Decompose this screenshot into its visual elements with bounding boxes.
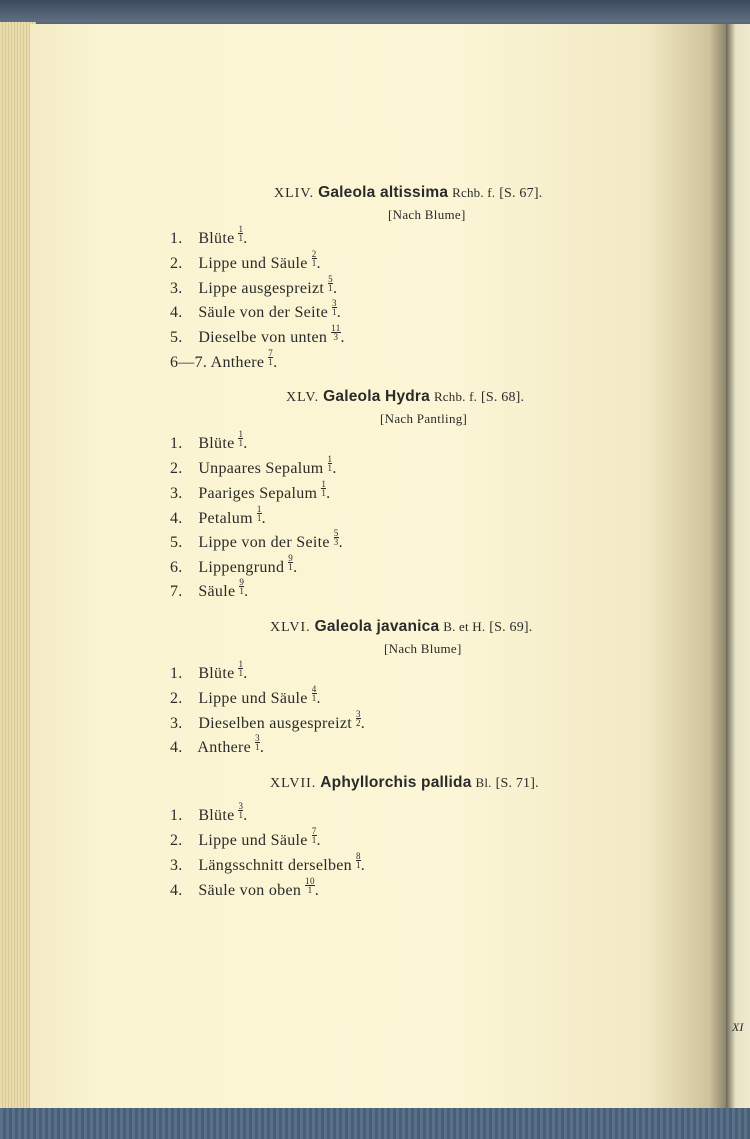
- plate-number: XLIV.: [274, 186, 315, 201]
- figure-item: 5. Dieselbe von unten $\frac{11}{3}$ .: [170, 323, 345, 346]
- illustration-source: [Nach Blume]: [384, 641, 462, 656]
- species-authority: Rchb. f.: [452, 185, 496, 200]
- figure-item: 6. Lippengrund $\frac{9}{1}$ .: [170, 553, 298, 576]
- plate-title: [286, 388, 524, 406]
- plate-title: [270, 618, 532, 636]
- figure-item: 3. Lippe ausgespreizt $\frac{5}{1}$ .: [170, 274, 338, 297]
- species-authority: Bl.: [475, 775, 492, 790]
- plate-number: XLV.: [286, 390, 320, 405]
- figure-item: 4. Anthere $\frac{3}{1}$ .: [170, 733, 265, 756]
- figure-item: 6—7. Anthere $\frac{7}{1}$ .: [170, 348, 278, 371]
- species-name: Galeola Hydra: [323, 388, 430, 405]
- page-reference: [S. 67].: [499, 186, 543, 201]
- illustration-source: [Nach Blume]: [388, 207, 466, 222]
- book-binding-bottom: [0, 1108, 750, 1139]
- book-page: [30, 24, 730, 1108]
- figure-item: 3. Längsschnitt derselben $\frac{8}{1}$ .: [170, 851, 366, 874]
- figure-item: 2. Lippe und Säule $\frac{7}{1}$ .: [170, 826, 321, 849]
- figure-item: 1. Blüte $\frac{3}{1}$ .: [170, 801, 248, 824]
- figure-item: 4. Petalum $\frac{1}{1}$ .: [170, 504, 266, 527]
- species-authority: Rchb. f.: [433, 389, 478, 404]
- figure-item: 1. Blüte $\frac{1}{1}$ .: [170, 659, 248, 682]
- figure-item: 4. Säule von der Seite $\frac{3}{1}$ .: [170, 298, 342, 321]
- figure-item: 3. Dieselben ausgespreizt $\frac{3}{2}$ .: [170, 709, 366, 732]
- plate-title: [270, 774, 539, 792]
- figure-item: 4. Säule von oben $\frac{10}{1}$ .: [170, 876, 320, 899]
- plate-title: [274, 184, 542, 202]
- figure-item: 1. Blüte $\frac{1}{1}$ .: [170, 429, 248, 452]
- page-reference: [S. 69].: [489, 620, 533, 635]
- figure-item: 1. Blüte $\frac{1}{1}$ .: [170, 224, 248, 247]
- plate-legend: [30, 24, 730, 1108]
- facing-page-edge: [726, 24, 750, 1108]
- figure-item: 2. Unpaares Sepalum $\frac{1}{1}$ .: [170, 454, 337, 477]
- page-reference: [S. 71].: [495, 776, 539, 791]
- page-reference: [S. 68].: [481, 390, 525, 405]
- plate-number: XLVI.: [270, 620, 311, 635]
- book-binding-top: [0, 0, 750, 22]
- figure-item: 2. Lippe und Säule $\frac{2}{1}$ .: [170, 249, 321, 272]
- facing-page-mark: XI: [732, 1020, 744, 1034]
- species-authority: B. et H.: [443, 619, 486, 634]
- species-name: Galeola javanica: [314, 618, 440, 635]
- figure-item: 3. Paariges Sepalum $\frac{1}{1}$ .: [170, 479, 331, 502]
- figure-item: 5. Lippe von der Seite $\frac{5}{3}$ .: [170, 528, 343, 551]
- species-name: Galeola altissima: [318, 184, 449, 201]
- species-name: Aphyllorchis pallida: [320, 774, 472, 791]
- figure-item: 2. Lippe und Säule $\frac{4}{1}$ .: [170, 684, 321, 707]
- plate-number: XLVII.: [270, 776, 317, 791]
- figure-item: 7. Säule $\frac{9}{1}$ .: [170, 577, 249, 600]
- illustration-source: [Nach Pantling]: [380, 411, 468, 426]
